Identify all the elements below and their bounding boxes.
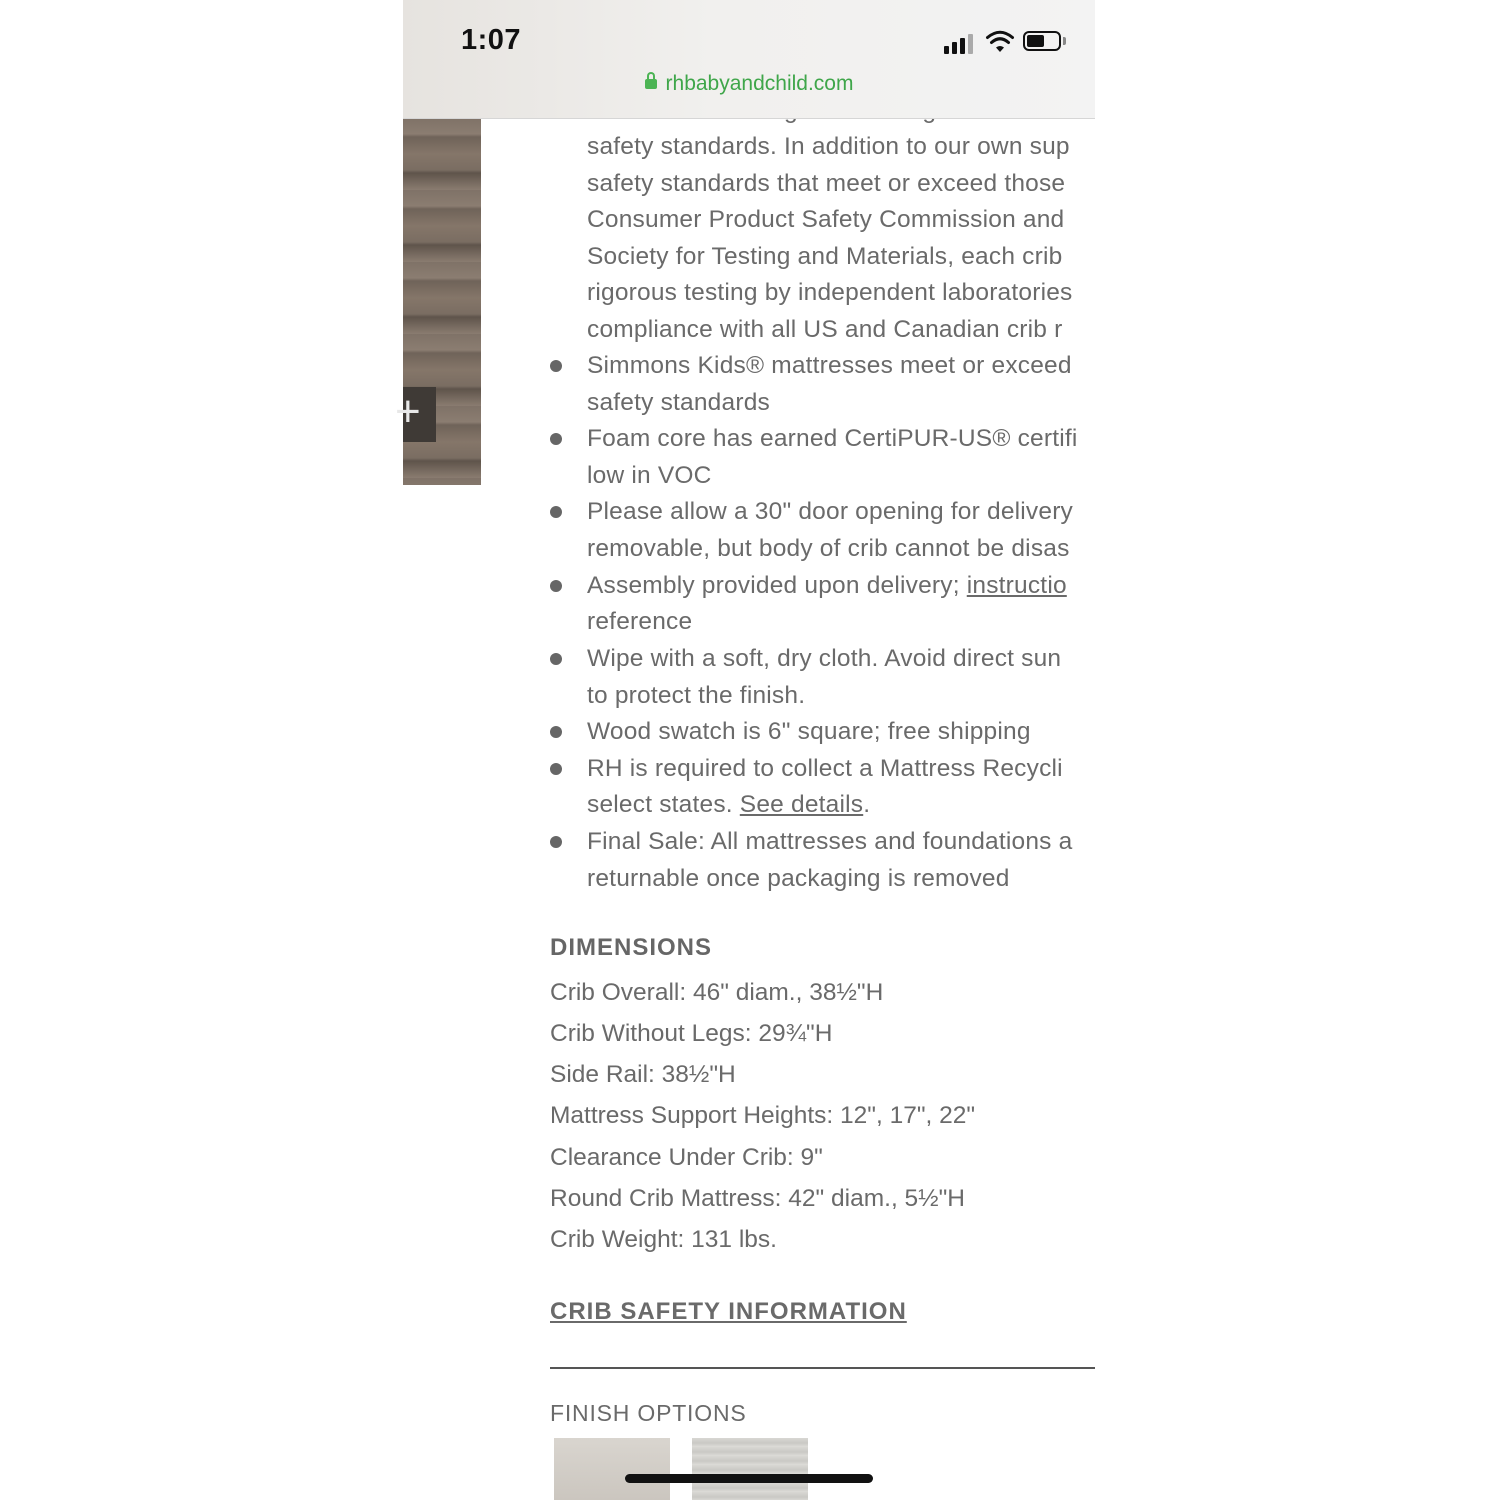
detail-line: removable, but body of crib cannot be disas [587, 535, 1070, 562]
bullet-icon [550, 653, 562, 665]
detail-line: safety standards [587, 389, 770, 416]
detail-text: select states. [587, 791, 740, 818]
bullet-icon [550, 506, 562, 518]
detail-line: Foam core has earned CertiPUR-US® certifi [587, 425, 1078, 452]
detail-line: to protect the finish. [587, 682, 806, 709]
address-bar[interactable] [403, 72, 1095, 96]
dimensions-heading: DIMENSIONS [550, 934, 713, 961]
detail-line: Consumer Product Safety Commission and [587, 206, 1065, 233]
cellular-signal-icon [944, 32, 976, 54]
dimension-item: Crib Without Legs: 29¾"H [550, 1020, 833, 1047]
url-text: rhbabyandchild.com [665, 72, 854, 95]
finish-swatch[interactable] [692, 1438, 808, 1500]
detail-line: rigorous testing by independent laboratories [587, 279, 1073, 306]
detail-line: compliance with all US and Canadian crib r [587, 316, 1063, 343]
crib-safety-information-link[interactable]: CRIB SAFETY INFORMATION [550, 1298, 907, 1325]
bullet-icon [550, 433, 562, 445]
detail-line: Simmons Kids® mattresses meet or exceed [587, 352, 1072, 379]
detail-text: . [863, 791, 871, 818]
dimension-item: Crib Overall: 46" diam., 38½"H [550, 979, 884, 1006]
wifi-icon [986, 30, 1014, 54]
bullet-icon [550, 360, 562, 372]
section-divider [550, 1367, 1095, 1369]
detail-text: Assembly provided upon delivery; [587, 572, 967, 599]
finish-swatch[interactable] [554, 1438, 670, 1500]
detail-line: safety standards that meet or exceed those [587, 170, 1066, 197]
detail-line: Final Sale: All mattresses and foundations a [587, 828, 1073, 855]
bullet-icon [550, 763, 562, 775]
finish-options-heading: FINISH OPTIONS [550, 1400, 747, 1426]
dimension-item: Side Rail: 38½"H [550, 1061, 736, 1088]
dimension-item: Mattress Support Heights: 12", 17", 22" [550, 1102, 976, 1129]
clock: 1:07 [461, 24, 522, 56]
product-details [550, 0, 1095, 1500]
detail-line: Please allow a 30" door opening for delivery [587, 498, 1074, 525]
see-details-link[interactable]: See details [739, 791, 864, 818]
status-bar [403, 0, 1095, 119]
bullet-icon [550, 726, 562, 738]
detail-line: Society for Testing and Materials, each crib [587, 243, 1063, 270]
battery-icon [1023, 31, 1061, 51]
detail-line: safety standards. In addition to our own sup [587, 133, 1070, 160]
detail-line [587, 790, 870, 820]
zoom-plus-button[interactable]: + [403, 387, 436, 442]
detail-line: returnable once packaging is removed [587, 865, 1010, 892]
bullet-icon [550, 836, 562, 848]
detail-line [587, 571, 1067, 601]
dimension-item: Clearance Under Crib: 9" [550, 1144, 823, 1171]
detail-line: RH is required to collect a Mattress Recycli [587, 755, 1063, 782]
battery-cap [1063, 37, 1066, 45]
home-indicator[interactable] [625, 1474, 873, 1483]
phone-screen [395, 0, 1095, 1500]
dimension-item: Round Crib Mattress: 42" diam., 5½"H [550, 1185, 966, 1212]
detail-line: reference [587, 608, 693, 635]
detail-line: Wipe with a soft, dry cloth. Avoid direct sun [587, 645, 1062, 672]
lock-icon [645, 79, 657, 89]
dimension-item: Crib Weight: 131 lbs. [550, 1226, 777, 1253]
detail-line: Wood swatch is 6" square; free shipping [587, 718, 1031, 745]
instructions-link[interactable]: instructio [966, 572, 1067, 599]
bullet-icon [550, 580, 562, 592]
detail-line: low in VOC [587, 462, 712, 489]
battery-level [1027, 35, 1044, 47]
